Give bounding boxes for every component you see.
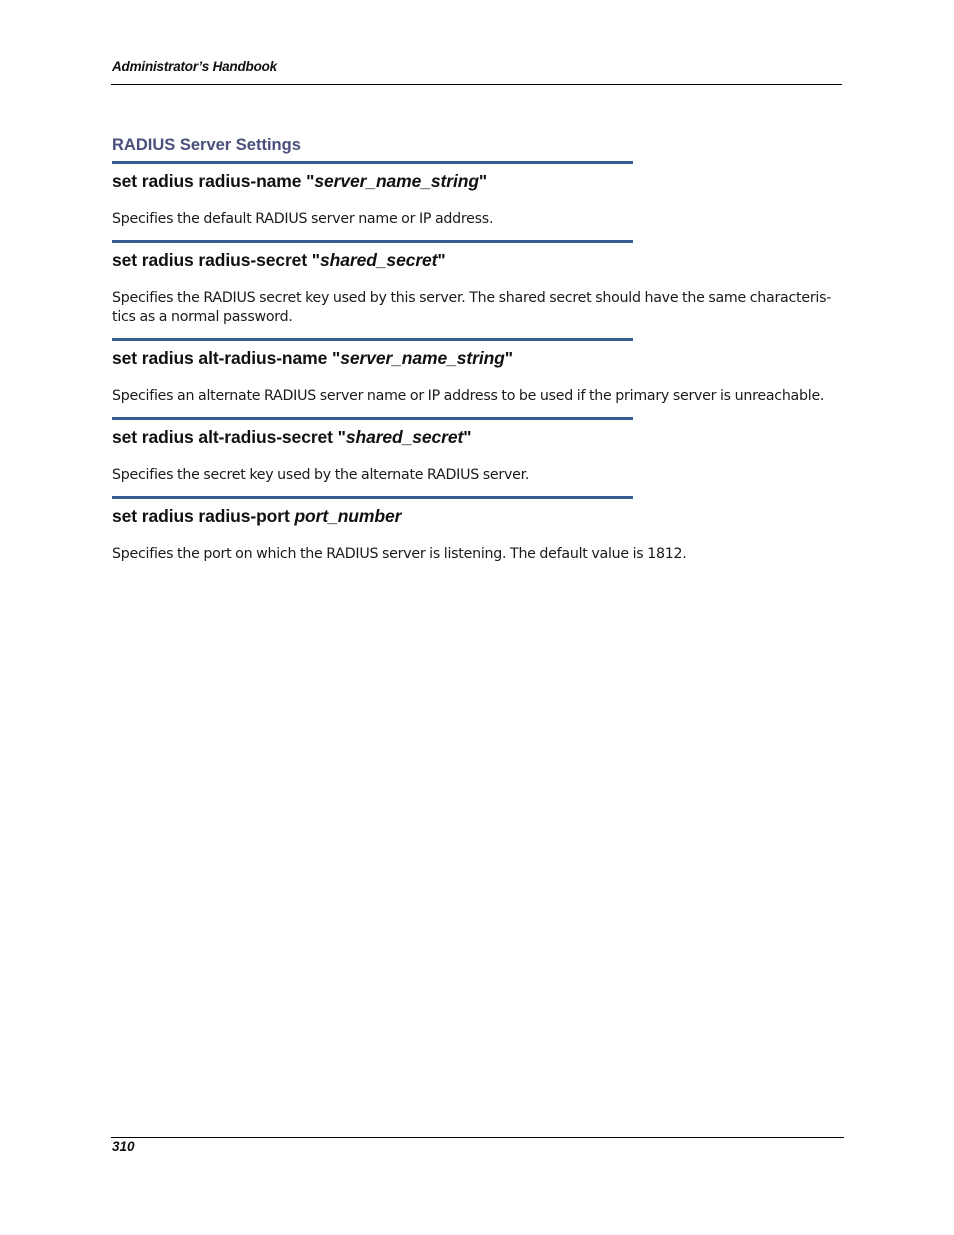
command-argument: port_number: [294, 506, 402, 526]
command-argument: shared_secret: [345, 427, 464, 447]
footer-rule: [111, 1137, 844, 1138]
description-line: tics as a normal password.: [112, 309, 293, 325]
command-argument: shared_secret: [320, 250, 438, 270]
description-line: Specifies the RADIUS secret key used by this server. The shared secret should have the same characteris-: [112, 290, 832, 306]
command-text: set radius alt-radius-secret ": [112, 427, 346, 447]
command-rule: [112, 338, 633, 341]
page-number: 310: [112, 1139, 135, 1154]
command-heading-radius-port: [112, 506, 401, 527]
command-description: Specifies the default RADIUS server name or IP address.: [112, 211, 494, 227]
command-description: Specifies an alternate RADIUS server name or IP address to be used if the primary server is unreachable.: [112, 388, 825, 404]
command-description: Specifies the port on which the RADIUS server is listening. The default value is 1812.: [112, 546, 687, 562]
command-heading-radius-secret: [112, 250, 446, 271]
command-heading-alt-radius-name: [112, 348, 513, 369]
command-rule: [112, 240, 633, 243]
command-argument: server_name_string: [340, 348, 505, 368]
command-heading-alt-radius-secret: [112, 427, 471, 448]
command-heading-radius-name: [112, 171, 487, 192]
command-text: set radius radius-secret ": [112, 250, 321, 270]
command-text: set radius radius-port: [112, 506, 295, 526]
command-description: Specifies the secret key used by the alternate RADIUS server.: [112, 467, 530, 483]
command-text: set radius radius-name ": [112, 171, 315, 191]
command-text-suffix: ": [463, 427, 472, 447]
command-text: set radius alt-radius-name ": [112, 348, 341, 368]
command-rule: [112, 161, 633, 164]
command-text-suffix: ": [437, 250, 446, 270]
command-description: [112, 289, 842, 327]
command-text-suffix: ": [478, 171, 488, 191]
command-rule: [112, 496, 633, 499]
section-title: RADIUS Server Settings: [112, 136, 301, 154]
command-argument: server_name_string: [314, 171, 479, 191]
running-header-title: Administrator’s Handbook: [112, 59, 277, 74]
header-rule: [111, 84, 842, 85]
command-rule: [112, 417, 633, 420]
command-text-suffix: ": [504, 348, 513, 368]
